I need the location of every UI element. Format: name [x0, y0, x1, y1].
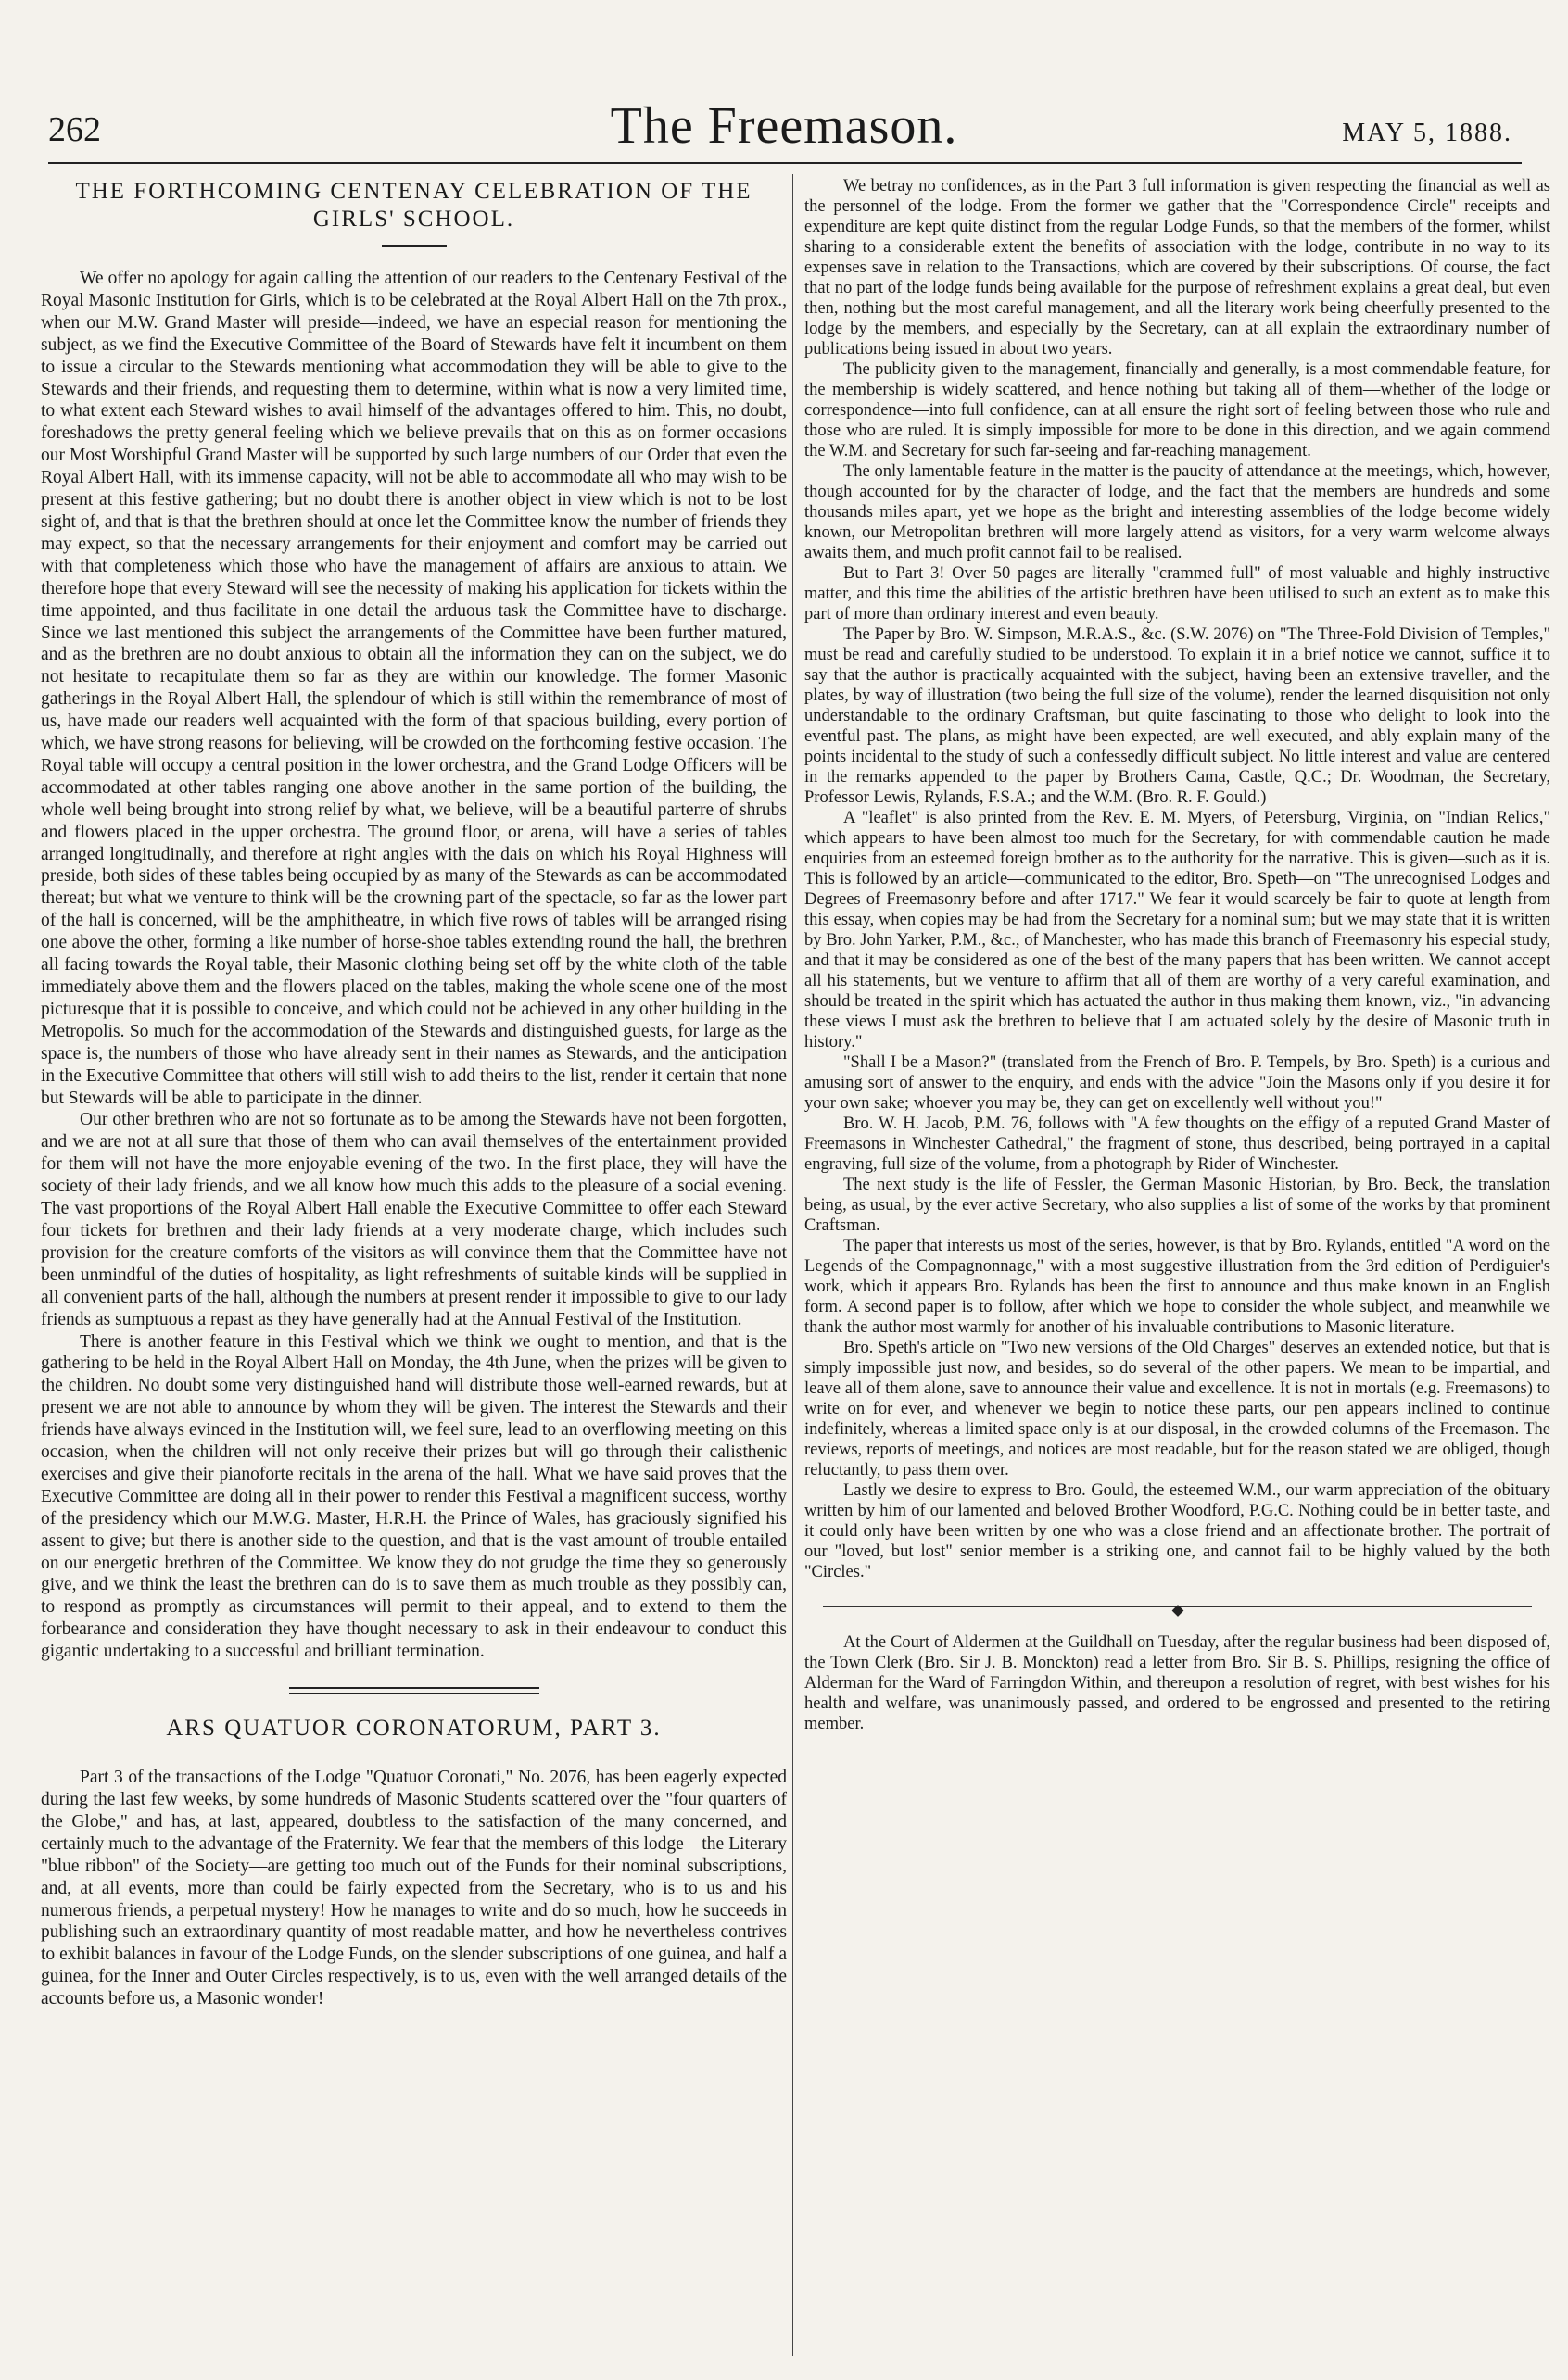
left-column — [41, 176, 787, 2362]
article-paragraph: But to Part 3! Over 50 pages are literally "crammed full" of most valuable and highly instructive matter, and this time the abilities of the artistic brethren have been utilised to such an extent as to make this part of more than ordinary interest and even beauty. — [804, 564, 1550, 623]
article-paragraph: We betray no confidences, as in the Part 3 full information is given respecting the financial as well as the personnel of the lodge. From the former we gather that the "Correspondence Circle" receipts and expenditure are kept quite distinct from the regular Lodge Funds, so that the members of the former, whilst sharing to a considerable extent the benefits of association with the lodge, contribute in no way to its expenses save in relation to the Transactions, which are covered by their subscriptions. Of course, the fact that no part of the lodge funds being available for the purpose of refreshment explains a great deal, but even then, nothing but the most careful management, and all the literary work being cheerfully presented to the lodge by the members, and especially by the Secretary, can at all explain the extraordinary number of publications being issued in about two years. — [804, 177, 1550, 359]
column-divider — [792, 174, 793, 2356]
ornament-divider — [823, 1606, 1532, 1616]
article-paragraph: We offer no apology for again calling the attention of our readers to the Centenary Festival of the Royal Masonic Institution for Girls, which is to be celebrated at the Royal Albert Hall on the 7th prox., when our M.W. Grand Master will preside—indeed, we have an especial reason for mentioning the subject, as we find the Executive Committee of the Board of Stewards have felt it incumbent on them to issue a circular to the Stewards mentioning what accommodation they will be able to give to the Stewards and their friends, and requesting them to determine, within what is now a very limited time, to what extent each Steward wishes to avail himself of the advantages offered to him. This, no doubt, foreshadows the pretty general feeling which we believe prevails that on this as on former occasions our Most Worshipful Grand Master will be supported by such large numbers of our Order that even the Royal Albert Hall, with its immense capacity, will not be able to accommodate all who may wish to be present at this festive gathering; but no doubt there is another object in view which is not to be lost sight of, and that is that the brethren should at once let the Committee know the number of friends they may expect, so that the necessary arrangements for their enjoyment and comfort may be carried out with that completeness which those who have the management of affairs are anxious to attain. We therefore hope that every Steward will see the necessity of making his application for tickets within the time appointed, and thus facilitate in one detail the arduous task the Committee have to discharge. Since we last mentioned this subject the arrangements of the Committee have been further matured, and as the brethren are no doubt anxious to obtain all the information they can on the subject, we do not hesitate to recapitulate them so far as they are within our knowledge. The former Masonic gatherings in the Royal Albert Hall, the splendour of which is still within the remembrance of most of us, have made our readers well acquainted with the form of that spacious building, every portion of which, we have strong reasons for believing, will be crowded on the forthcoming festive occasion. The Royal table will occupy a central position in the lower orchestra, and the Grand Lodge Officers will be accommodated at other tables ranging one above another in the same portion of the building, the whole well being brought into strong relief by what, we believe, will be a beautiful parterre of shrubs and flowers placed in the upper orchestra. The ground floor, or arena, will have a series of tables arranged longitudinally, and therefore at right angles with the dais on which his Royal Highness will preside, both sides of these tables being occupied by as many of the Stewards as can be accommodated thereat; but what we venture to think will be the crowning part of the spectacle, so far as the lower part of the hall is concerned, will be the amphitheatre, in which five rows of tables will be arranged rising one above the other, forming a like number of horse-shoe tables extending round the hall, the brethren all facing towards the Royal table, their Masonic clothing being set off by the white cloth of the table immediately above them and the flowers placed on the tables, making the whole scene one of the most picturesque that it is possible to conceive, and which could not be achieved in any other building in the Metropolis. So much for the accommodation of the Stewards and distinguished guests, for large as the space is, the numbers of those who have already sent in their names as Stewards, and the anticipation in the Executive Committee that others will still wish to add theirs to the list, render it certain that none but Stewards will be able to participate in the dinner. — [41, 269, 787, 1108]
issue-date: MAY 5, 1888. — [1342, 119, 1512, 147]
guildhall-notice — [804, 1632, 1550, 1734]
article-heading: THE FORTHCOMING CENTENAY CELEBRATION OF THE GIRLS' SCHOOL. — [75, 179, 752, 232]
article-paragraph: The only lamentable feature in the matter is the paucity of attendance at the meetings, which, however, though accounted for by the character of lodge, and the fact that the members are hundreds and some thousands miles apart, yet we hope as the bright and interesting assemblies of the lodge become widely known, our Metropolitan brethren will more largely attend as visitors, for a very warm welcome always awaits them, and much profit cannot fail to be realised. — [804, 462, 1550, 562]
article-heading: ARS QUATUOR CORONATORUM, PART 3. — [166, 1716, 662, 1742]
article-paragraph: The paper that interests us most of the series, however, is that by Bro. Rylands, entitled "A word on the Legends of the Compagnonnage," with a most suggestive illustration from the 3rd edition of Perdiguier's work, which it appears Bro. Rylands has been the first to announce and thus make known in an English form. A second paper is to follow, after which we hope to consider the whole subject, and meanwhile we thank the author most warmly for another of his invaluable contributions to Masonic literature. — [804, 1237, 1550, 1337]
article-paragraph: The publicity given to the management, financially and generally, is a most commendable feature, for the membership is widely scattered, and hence nothing but taking all of them—whether of the lodge or correspondence—into full confidence, can at all ensure the right sort of feeling between those who rule and those who are ruled. It is simply impossible for more to be done in this direction, and we again commend the W.M. and Secretary for such far-seeing and far-reaching management. — [804, 360, 1550, 460]
article-paragraph: Part 3 of the transactions of the Lodge "Quatuor Coronati," No. 2076, has been eagerly expected during the last few weeks, by some hundreds of Masonic Students scattered over the "four quarters of the Globe," and has, at last, appeared, doubtless to the satisfaction of the many concerned, and certainly much to the advantage of the Fraternity. We fear that the members of this lodge—the Literary "blue ribbon" of the Society—are getting too much out of the Funds for their nominal subscriptions, and, at all events, more than could be fairly expected from the Secretary, who is to us and his numerous friends, a perpetual mystery! How he manages to write and do so much, how he succeeds in publishing such an extraordinary quantity of most readable matter, and how he nevertheless contrives to exhibit balances in favour of the Lodge Funds, on the slender subscriptions of one guinea, and half a guinea, for the Inner and Outer Circles respectively, is to us, even with the well arranged details of the accounts before us, a Masonic wonder! — [41, 1768, 787, 2009]
article-continuation — [804, 176, 1550, 1582]
heading-rule — [382, 245, 447, 247]
article-paragraph: There is another feature in this Festival which we think we ought to mention, and that is the gathering to be held in the Royal Albert Hall on Monday, the 4th June, when the prizes will be given to the children. No doubt some very distinguished hand will distribute those well-earned rewards, but at present we are not able to announce by whom they will be given. The interest the Stewards and their friends have always evinced in the Institution will, we feel sure, lead to an overflowing meeting on this occasion, when the children will not only receive their prizes but will go through their calisthenic exercises and give their pianoforte recitals in the arena of the hall. What we have said proves that the Executive Committee are doing all in their power to render this Festival a magnificent success, worthy of the presidency which our M.W.G. Master, H.R.H. the Prince of Wales, has graciously signified his assent to give; but there is another side to the question, and that is the vast amount of trouble entailed on our energetic brethren of the Committee. We know they do not grudge the time they so generously give, and we think the least the brethren can do is to save them as much trouble as they possibly can, to respond as promptly as circumstances will permit to their appeal, and to extend to them the forbearance and consideration they have thought necessary to ask in their endeavour to conduct this gigantic undertaking to a successful and brilliant termination. — [41, 1331, 787, 1662]
article-separator — [289, 1687, 539, 1694]
article-paragraph: "Shall I be a Mason?" (translated from the French of Bro. P. Tempels, by Bro. Speth) is a curious and amusing sort of answer to the enquiry, and ends with the advice "Join the Masons only if you desire it for your own sake; whoever you may be, they can get on excellently well without you!" — [804, 1053, 1550, 1113]
page-number: 262 — [48, 110, 101, 149]
article-paragraph: Our other brethren who are not so fortunate as to be among the Stewards have not been forgotten, and we are not at all sure that those of them who can avail themselves of the entertainment provided for them will not have the more enjoyable evening of the two. In the first place, they will have the society of their lady friends, and we all know how much this adds to the pleasure of a social evening. The vast proportions of the Royal Albert Hall enable the Executive Committee to offer each Steward four tickets for brethren and their lady friends at a very moderate charge, which includes such provision for the creature comforts of the visitors as will convince them that the Committee have not been unmindful of the duties of hospitality, as light refreshments of suitable kinds will be supplied in all convenient parts of the hall, although the numbers at present render it impossible to give to our lady friends as sumptuous a repast as they have generally had at the Annual Festival of the Institution. — [41, 1110, 787, 1329]
notice-paragraph: At the Court of Aldermen at the Guildhall on Tuesday, after the regular business had been disposed of, the Town Clerk (Bro. Sir J. B. Monckton) read a letter from Bro. Sir B. S. Phillips, resigning the office of Alderman for the Ward of Farringdon Within, and thereupon a resolution of regret, with best wishes for his health and welfare, was unanimously passed, and ordered to be engrossed and presented to the retiring member. — [804, 1633, 1550, 1733]
article-ars-quatuor-coronatorum — [41, 1715, 787, 2010]
article-paragraph: The Paper by Bro. W. Simpson, M.R.A.S., &c. (S.W. 2076) on "The Three-Fold Division of Temples," must be read and carefully studied to be understood. To explain it in a brief notice we cannot, suffice it to say that the author is practically acquainted with the subject, having been an extensive traveller, and the plates, by way of illustration (two being the full size of the volume), render the learned disquisition not only understandable to the ordinary Craftsman, but quite fascinating to those who delight to look into the eventful past. The plans, as might have been expected, are well executed, and ably explain many of the points incidental to the study of such a confessedly difficult subject. No little interest and value are centered in the remarks appended to the paper by Brothers Cama, Castle, Q.C.; Dr. Woodman, the Secretary, Professor Lewis, Rylands, F.S.A.; and the W.M. (Bro. R. F. Gould.) — [804, 625, 1550, 807]
article-paragraph: A "leaflet" is also printed from the Rev. E. M. Myers, of Petersburg, Virginia, on "Indian Relics," which appears to have been almost too much for the Secretary, for with commendable caution he made enquiries from an esteemed foreign brother as to the authority for the narrative. This is given—such as it is. This is followed by an article—communicated to the editor, Bro. Speth—on "The unrecognised Lodges and Degrees of Freemasonry before and after 1717." We fear it would scarcely be fair to quote at length from this essay, when copies may be had from the Secretary for a nominal sum; but we may state that it is written by Bro. John Yarker, P.M., &c., of Manchester, who has made this branch of Freemasonry his especial study, and that it may be considered as one of the best of the many papers that has been written. We cannot accept all his statements, but we venture to affirm that all of them are worthy of a very careful examination, and should be treated in the spirit which has actuated the author in thus making them known, viz., "in advancing these views I must ask the brethren to believe that I am actuated solely by the desire of Masonic truth in history." — [804, 809, 1550, 1051]
masthead-rule — [48, 162, 1522, 164]
article-paragraph: Bro. Speth's article on "Two new versions of the Old Charges" deserves an extended notice, but that is simply impossible just now, and besides, so do several of the other papers. We mean to be impartial, and leave all of them alone, save to announce their value and excellence. It is not in mortals (e.g. Freemasons) to write on for ever, and whenever we begin to notice these parts, our pen appears inclined to continue indefinitely, whereas a limited space only is at our disposal, in the crowded columns of the Freemason. The reviews, reports of meetings, and notices are most readable, but for the reason stated we are obliged, though reluctantly, to pass them over. — [804, 1339, 1550, 1480]
article-paragraph: Bro. W. H. Jacob, P.M. 76, follows with "A few thoughts on the effigy of a reputed Grand Master of Freemasons in Winchester Cathedral," the fragment of stone, thus described, being portrayed in a capital engraving, full size of the volume, from a photograph by Rider of Winchester. — [804, 1114, 1550, 1174]
article-paragraph: Lastly we desire to express to Bro. Gould, the esteemed W.M., our warm appreciation of the obituary written by him of our lamented and beloved Brother Woodford, P.G.C. Nothing could be in better taste, and it could only have been written by one who was a close friend and an affectionate brother. The portrait of our "loved, but lost" senior member is a striking one, and cannot fail to be highly valued by the both "Circles." — [804, 1481, 1550, 1581]
masthead — [0, 0, 1568, 162]
article-paragraph: The next study is the life of Fessler, the German Masonic Historian, by Bro. Beck, the translation being, as usual, by the ever active Secretary, who also supplies a list of some of the works by that prominent Craftsman. — [804, 1176, 1550, 1235]
article-centenary-celebration — [41, 178, 787, 1663]
newspaper-title: The Freemason. — [610, 97, 958, 155]
right-column — [804, 176, 1550, 2362]
